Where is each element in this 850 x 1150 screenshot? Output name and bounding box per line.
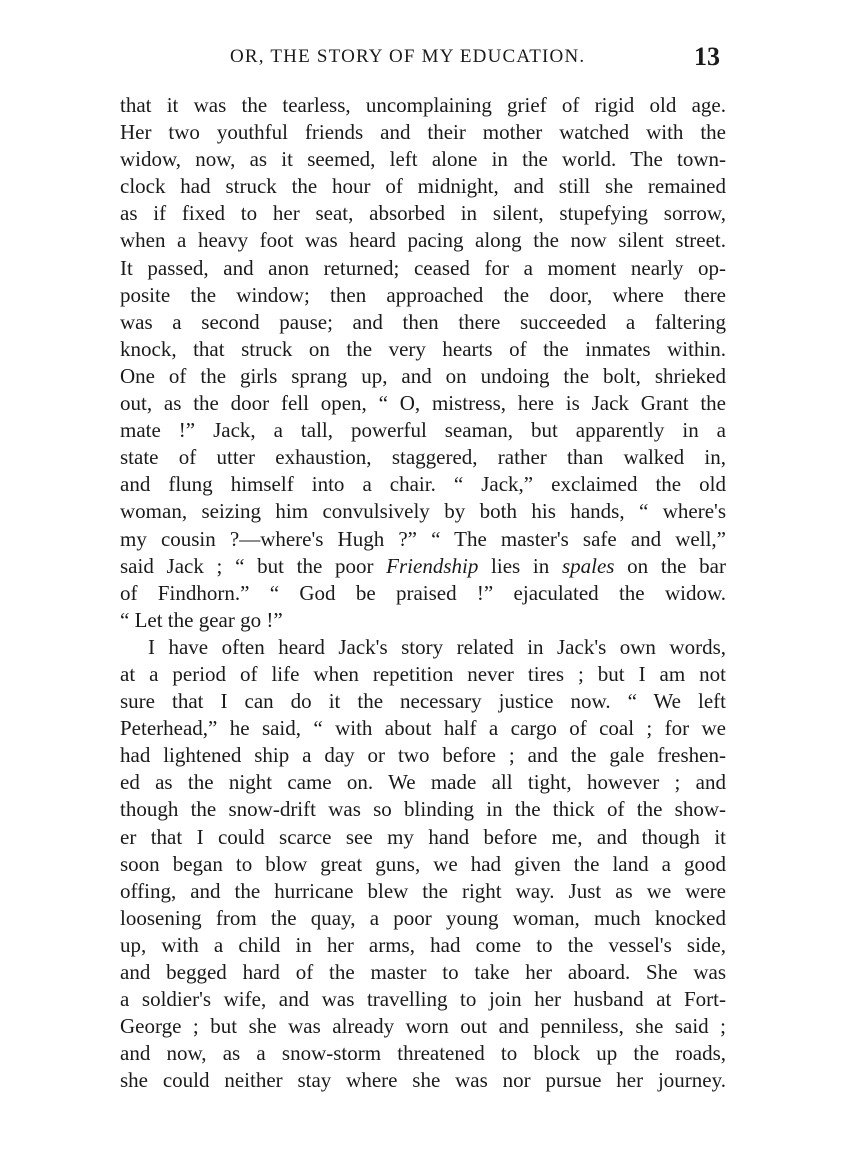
text-line: It passed, and anon returned; ceased for a moment nearly op- xyxy=(120,255,726,280)
running-title: OR, THE STORY OF MY EDUCATION. xyxy=(230,46,586,67)
text-line: she could neither stay where she was nor pursue her journey. xyxy=(120,1068,726,1093)
book-page xyxy=(120,40,726,1093)
running-header xyxy=(120,40,726,74)
text-line: out, as the door fell open, “ O, mistress, here is Jack Grant the xyxy=(120,391,726,416)
text-line: George ; but she was already worn out and penniless, she said ; xyxy=(120,1014,726,1039)
text-line: clock had struck the hour of midnight, and still she remained xyxy=(120,174,726,199)
text-line: when a heavy foot was heard pacing along the now silent street. xyxy=(120,228,726,253)
text-line: One of the girls sprang up, and on undoing the bolt, shrieked xyxy=(120,363,726,388)
text-line: that it was the tearless, uncomplaining grief of rigid old age. xyxy=(120,93,726,117)
text-line: as if fixed to her seat, absorbed in silent, stupefying sorrow, xyxy=(120,201,726,226)
text-line: offing, and the hurricane blew the right way. Just as we were xyxy=(120,878,726,903)
italic-word: spales xyxy=(561,553,615,578)
text-segment: lies in xyxy=(478,553,562,578)
text-line: Peterhead,” he said, “ with about half a cargo of coal ; for we xyxy=(120,716,726,741)
text-line: er that I could scarce see my hand before me, and though it xyxy=(120,824,726,849)
text-line xyxy=(120,553,726,580)
text-line: was a second pause; and then there succeeded a faltering xyxy=(120,309,726,334)
italic-word: Friendship xyxy=(386,553,479,578)
text-line: soon began to blow great guns, we had given the land a good xyxy=(120,851,726,876)
text-line: widow, now, as it seemed, left alone in the world. The town- xyxy=(120,147,726,172)
text-line: and flung himself into a chair. “ Jack,” exclaimed the old xyxy=(120,472,726,497)
text-segment: said Jack ; “ but the poor xyxy=(120,553,387,578)
text-line: a soldier's wife, and was travelling to join her husband at Fort- xyxy=(120,987,726,1012)
text-line: sure that I can do it the necessary justice now. “ We left xyxy=(120,689,726,714)
page-number: 13 xyxy=(694,42,720,71)
text-line: my cousin ?—where's Hugh ?” “ The master's safe and well,” xyxy=(120,526,726,551)
text-line: Her two youthful friends and their mother watched with the xyxy=(120,120,726,145)
text-line: posite the window; then approached the door, where there xyxy=(120,282,726,307)
text-line: mate !” Jack, a tall, powerful seaman, but apparently in a xyxy=(120,418,726,443)
body-text xyxy=(120,92,726,1094)
text-line: ed as the night came on. We made all tight, however ; and xyxy=(120,770,726,795)
text-line: state of utter exhaustion, staggered, rather than walked in, xyxy=(120,445,726,470)
text-line: knock, that struck on the very hearts of the inmates within. xyxy=(120,336,726,361)
text-line: up, with a child in her arms, had come to the vessel's side, xyxy=(120,932,726,957)
text-line: though the snow-drift was so blinding in the thick of the show- xyxy=(120,797,726,822)
text-line: of Findhorn.” “ God be praised !” ejaculated the widow. xyxy=(120,580,726,605)
text-line: at a period of life when repetition never tires ; but I am not xyxy=(120,661,726,686)
text-segment: on the bar xyxy=(614,553,726,578)
text-line: loosening from the quay, a poor young woman, much knocked xyxy=(120,905,726,930)
text-line: I have often heard Jack's story related in Jack's own words, xyxy=(148,634,726,659)
text-line: woman, seizing him convulsively by both his hands, “ where's xyxy=(120,499,726,524)
text-line: “ Let the gear go !” xyxy=(120,607,283,632)
text-line: and now, as a snow-storm threatened to block up the roads, xyxy=(120,1041,726,1066)
text-line: and begged hard of the master to take her aboard. She was xyxy=(120,960,726,984)
text-line: had lightened ship a day or two before ; and the gale freshen- xyxy=(120,743,726,768)
